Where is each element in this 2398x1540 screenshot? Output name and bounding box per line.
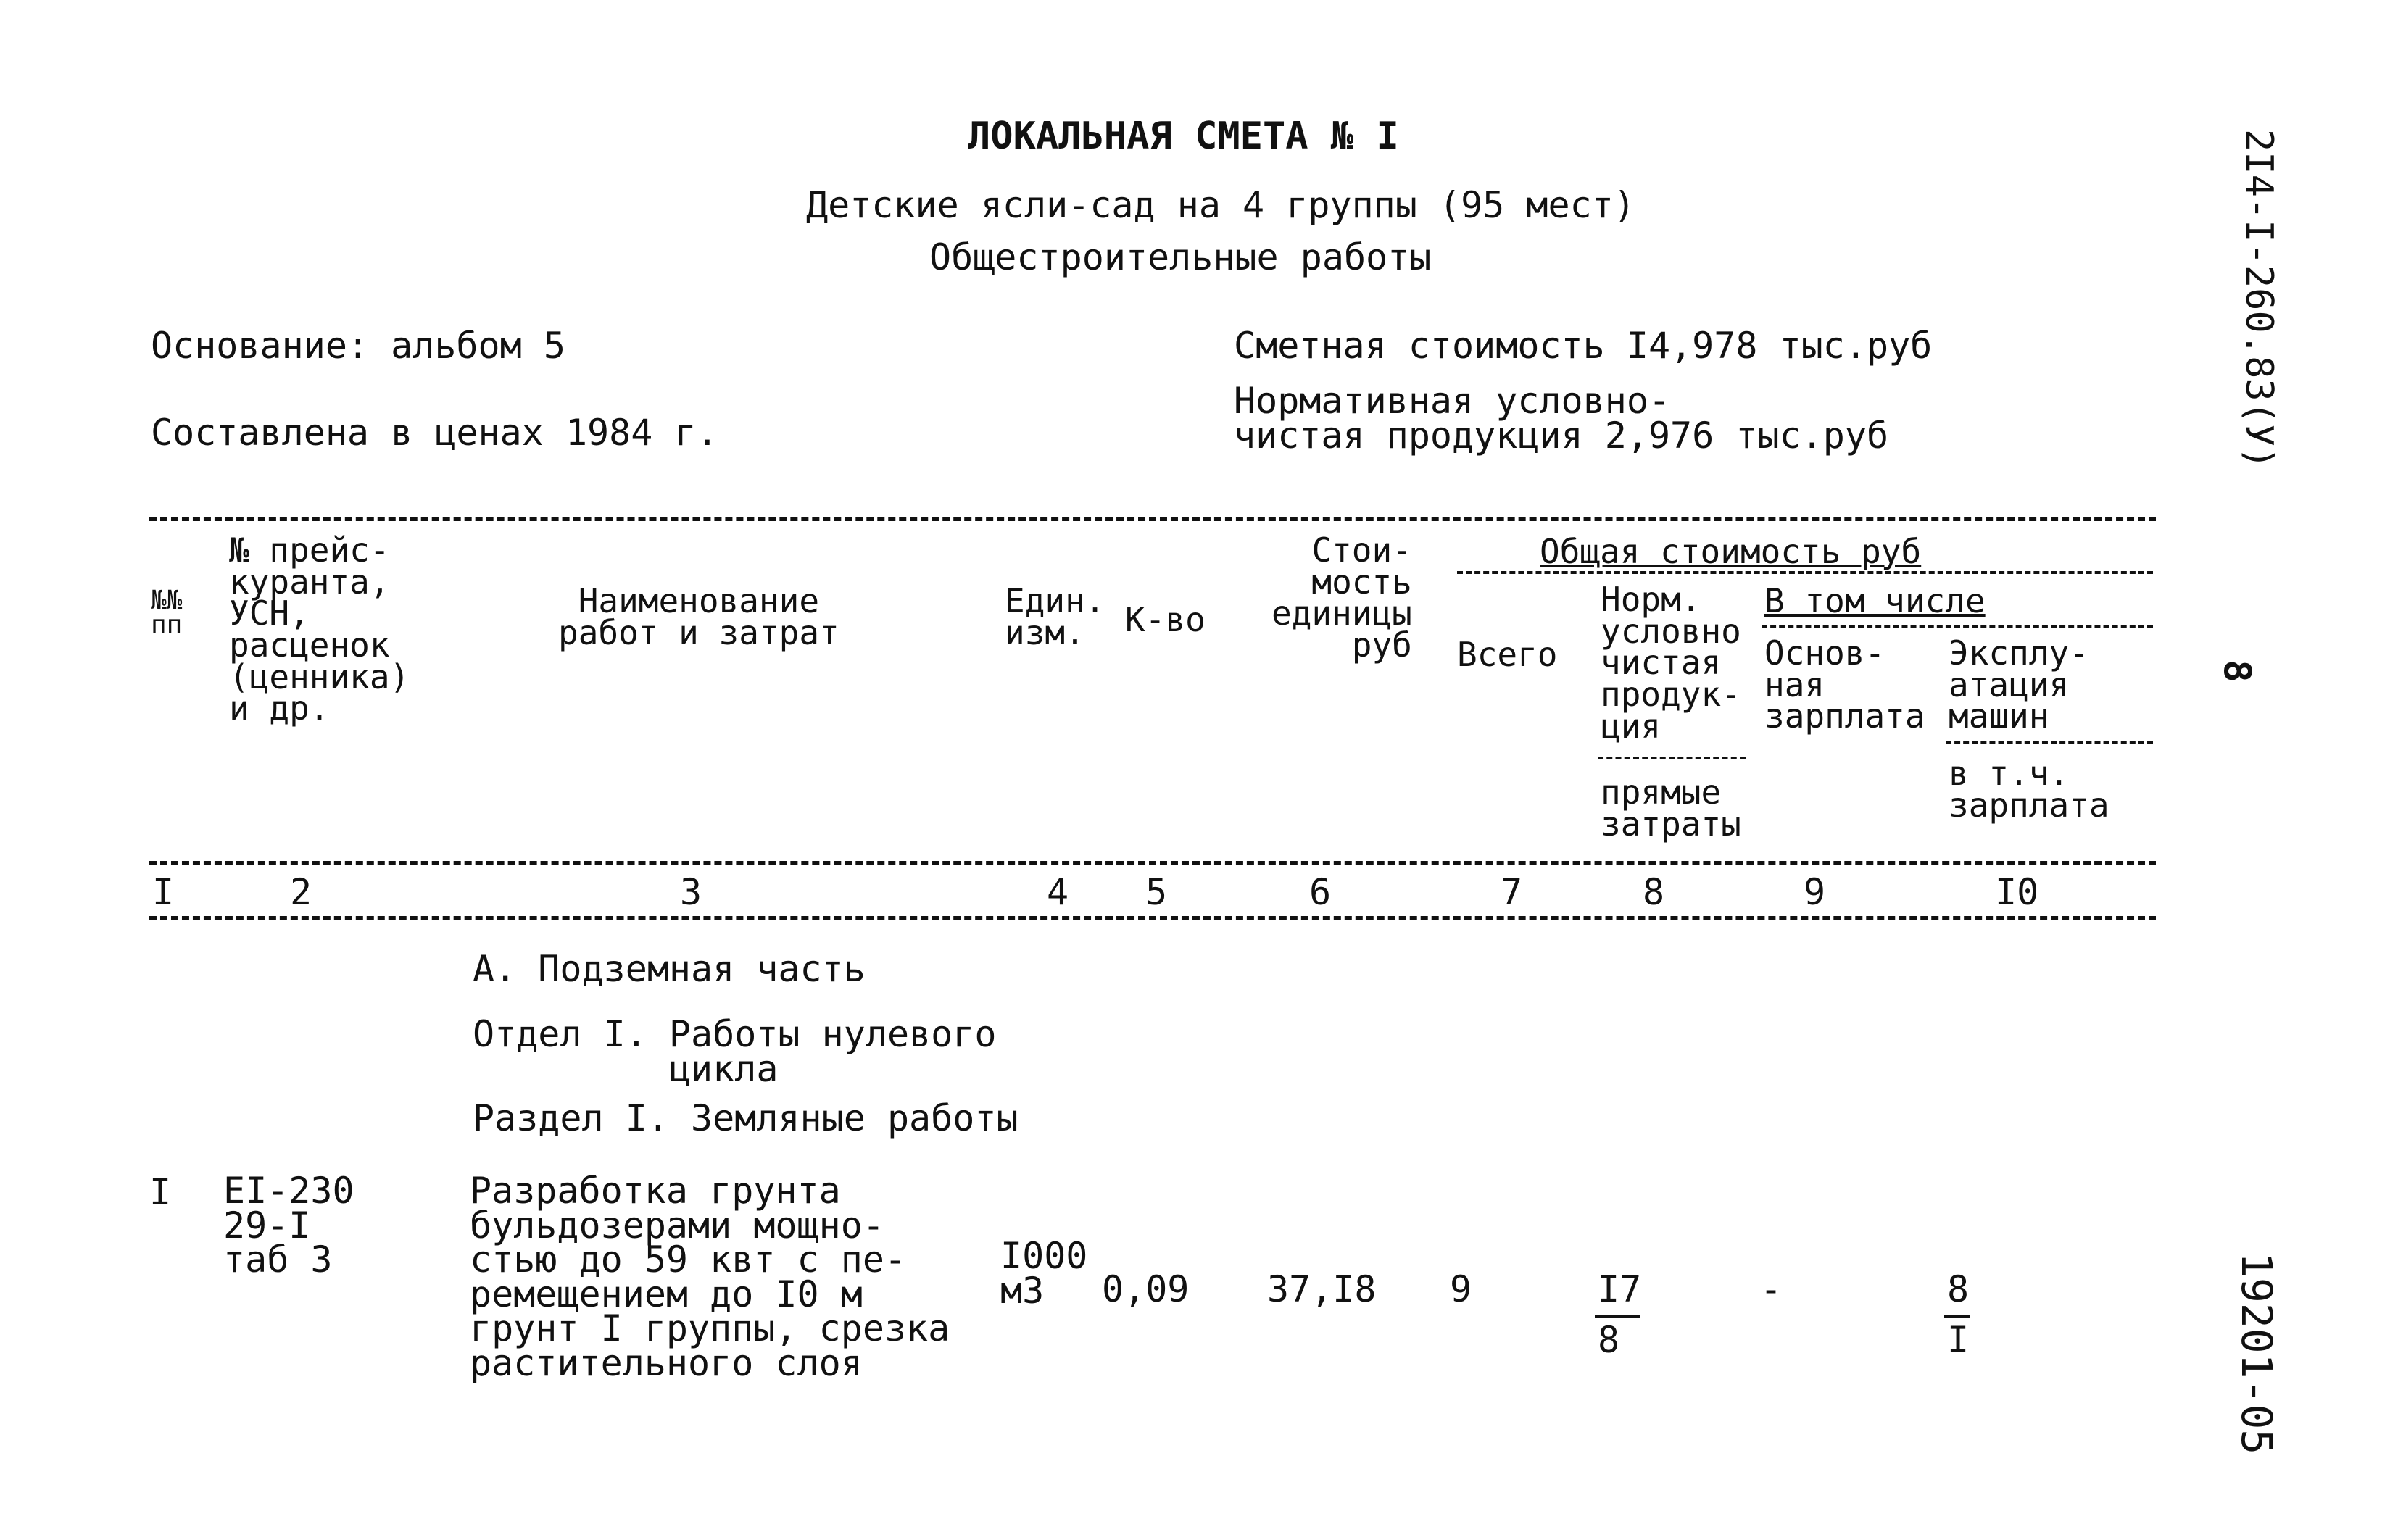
section-heading: А. Подземная часть xyxy=(473,948,866,990)
header-col-unit-cost: Стои- мость единицы руб xyxy=(1271,530,1412,665)
page-number: 8 xyxy=(2215,659,2259,683)
header-col-unit: Един. изм. xyxy=(1005,581,1105,652)
row-unit-cost: 37,I8 xyxy=(1267,1268,1377,1310)
header-col-name: Наименование работ и затрат xyxy=(558,581,839,652)
column-number-2: 2 xyxy=(290,871,312,913)
norm-rule xyxy=(1598,757,1746,759)
colnum-bottom-rule xyxy=(149,916,2156,920)
row-norm-fraction-bar xyxy=(1595,1315,1640,1318)
header-col-base-wage: Основ- ная зарплата xyxy=(1764,633,1925,736)
column-number-3: 3 xyxy=(680,871,702,913)
prices-line: Составлена в ценах 1984 г. xyxy=(151,412,718,454)
object-name: Детские ясли-сад на 4 группы (95 мест) xyxy=(806,184,1635,226)
row-machine-wage: I xyxy=(1947,1319,1970,1361)
header-group-total: Общая стоимость руб xyxy=(1540,532,1922,571)
row-unit: I000 м3 xyxy=(1000,1235,1088,1312)
row-base-wage: - xyxy=(1760,1268,1783,1310)
header-group-including: В том числе xyxy=(1764,581,1986,620)
subsection-heading: Раздел I. Земляные работы xyxy=(473,1097,1018,1139)
row-total: 9 xyxy=(1450,1268,1472,1310)
department-heading: Отдел I. Работы нулевого цикла xyxy=(473,1013,997,1090)
column-number-5: 5 xyxy=(1145,871,1168,913)
column-number-9: 9 xyxy=(1804,871,1826,913)
row-norm-product: I7 xyxy=(1598,1268,1642,1310)
basis-line: Основание: альбом 5 xyxy=(151,325,565,367)
header-col-machine-operation: Эксплу- атация машин xyxy=(1949,633,2089,736)
row-quantity: 0,09 xyxy=(1102,1268,1190,1310)
row-direct-costs: 8 xyxy=(1598,1319,1620,1361)
header-col-machine-wage: в т.ч. зарплата xyxy=(1949,754,2109,825)
header-col-qty: К-во xyxy=(1125,600,1206,639)
column-number-4: 4 xyxy=(1047,871,1069,913)
estimated-cost: Сметная стоимость I4,978 тыс.руб xyxy=(1234,325,1933,367)
inventory-number: 19201-05 xyxy=(2232,1252,2281,1455)
row-machine-fraction-bar xyxy=(1944,1315,1970,1318)
header-bottom-rule xyxy=(149,861,2156,865)
column-number-8: 8 xyxy=(1643,871,1665,913)
work-type: Общестроительные работы xyxy=(929,236,1432,278)
table-top-rule xyxy=(149,517,2156,521)
document-title: ЛОКАЛЬНАЯ СМЕТА № I xyxy=(968,115,1399,158)
column-number-6: 6 xyxy=(1309,871,1332,913)
header-col-pricelist: № прейс- куранта, УСН, расценок (ценника) и др. xyxy=(229,530,410,728)
machine-rule xyxy=(1946,741,2153,744)
column-number-7: 7 xyxy=(1501,871,1523,913)
header-col-total: Всего xyxy=(1457,635,1558,674)
column-number-1: I xyxy=(152,871,175,913)
normative-product-line1: Нормативная условно- xyxy=(1234,380,1671,422)
header-col-number: №№ пп xyxy=(151,586,183,641)
header-col-direct-costs: прямые затраты xyxy=(1601,773,1741,844)
incl-group-rule xyxy=(1762,625,2153,628)
row-pricelist-code: EI-230 29-I таб 3 xyxy=(223,1170,354,1281)
normative-product-line2: чистая продукция 2,976 тыс.руб xyxy=(1234,415,1889,457)
row-machine-operation: 8 xyxy=(1947,1268,1970,1310)
header-col-norm-product: Норм. условно чистая продук- ция xyxy=(1601,580,1741,746)
column-number-10: I0 xyxy=(1995,871,2039,913)
document-code: 2I4-I-260.83(У) xyxy=(2237,129,2281,470)
row-work-name: Разработка грунта бульдозерами мощно- стью до 59 квт с пе- ремещением до I0 м грунт I группы, срезка растительного слоя xyxy=(470,1170,950,1384)
row-number: I xyxy=(149,1171,172,1213)
total-group-rule xyxy=(1457,571,2153,574)
